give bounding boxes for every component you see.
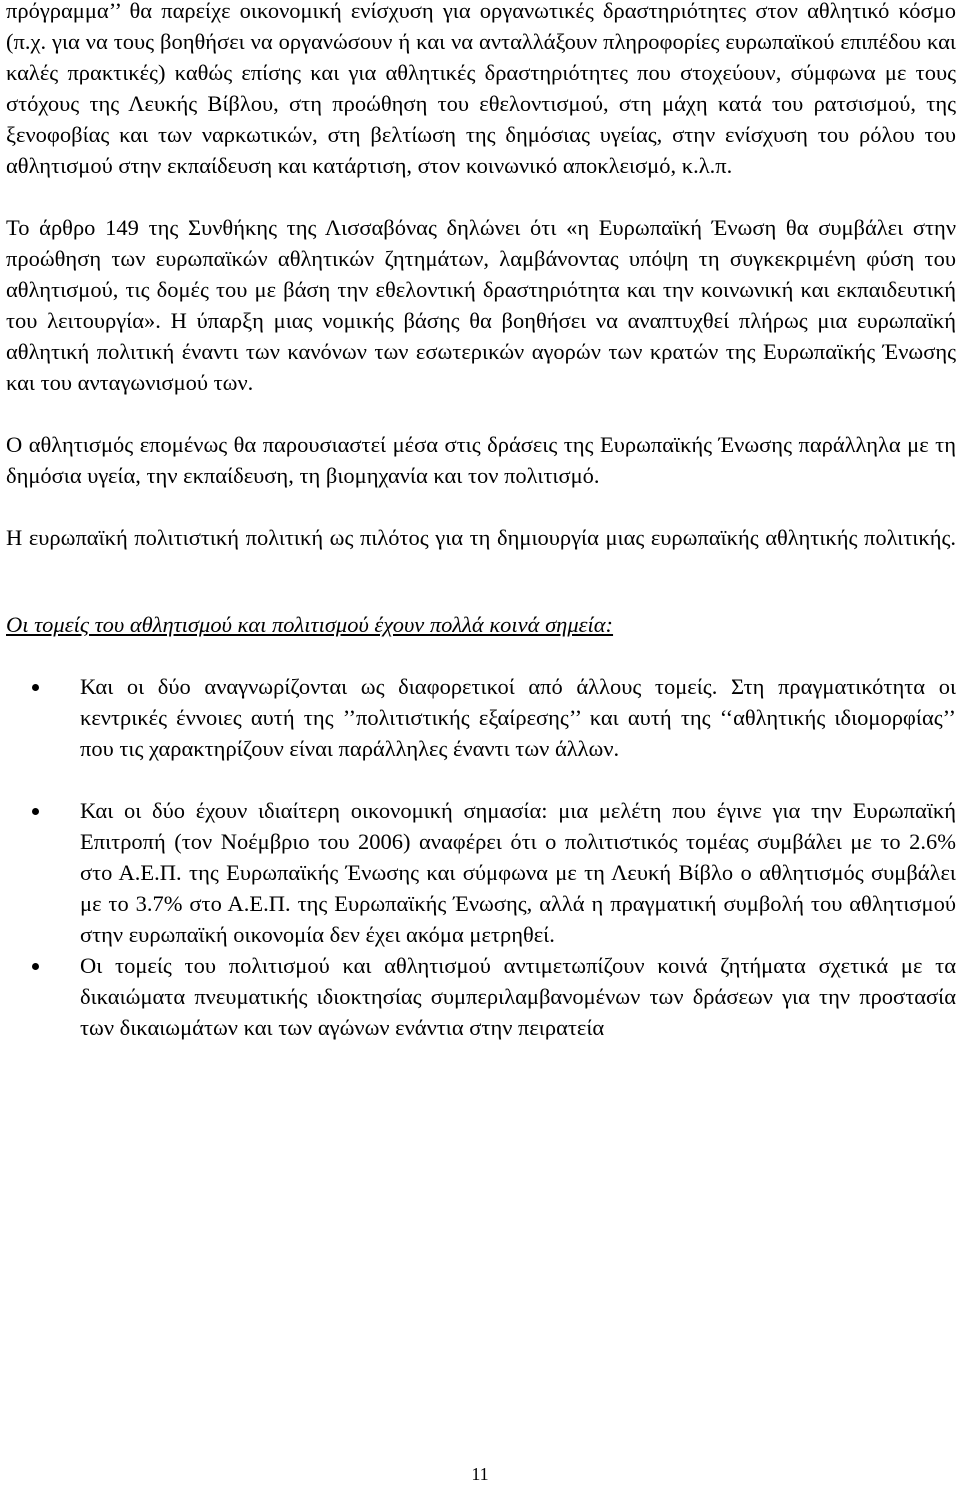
bullet-list	[6, 671, 956, 1043]
section-heading: Οι τομείς του αθλητισμού και πολιτισμού έχουν πολλά κοινά σημεία:	[6, 612, 614, 637]
list-item	[6, 671, 956, 764]
list-item	[6, 950, 956, 1043]
page-number: 11	[471, 1464, 489, 1484]
document-page	[6, 0, 956, 1043]
bullet-text: Και οι δύο έχουν ιδιαίτερη οικονομική σημασία: μια μελέτη που έγινε για την Ευρωπαϊκή Επιτροπή (τον Νοέμβριο του 2006) αναφέρει ότι ο πολιτιστικός τομέας συμβάλει με το 2.6% στο Α.Ε.Π. της Ευρωπαϊκής Ένωσης και σύμφωνα με τη Λευκή Βίβλο ο αθλητισμός συμβάλει με το 3.7% στο Α.Ε.Π. της Ευρωπαϊκής Ένωσης, αλλά η πραγματική συμβολή του αθλητισμού στην ευρωπαϊκή οικονομία δεν έχει ακόμα μετρηθεί.	[80, 798, 956, 947]
bullet-text: Και οι δύο αναγνωρίζονται ως διαφορετικοί από άλλους τομείς. Στη πραγματικότητα οι κεντρικές έννοιες αυτή της ’’πολιτιστικής εξαίρεσης’’ και αυτή της ‘‘αθλητικής ιδιομορφίας’’ που τις χαρακτηρίζουν είναι παράλληλες έναντι των άλλων.	[80, 674, 956, 761]
bullet-icon	[32, 963, 39, 970]
bullet-text: Οι τομείς του πολιτισμού και αθλητισμού αντιμετωπίζουν κοινά ζητήματα σχετικά με τα δικαιώματα πνευματικής ιδιοκτησίας συμπεριλαμβανομένων των δράσεων για την προστασία των δικαιωμάτων και των αγώνων ενάντια στην πειρατεία	[80, 953, 956, 1040]
list-item	[6, 795, 956, 950]
paragraph-3: Ο αθλητισμός επομένως θα παρουσιαστεί μέσα στις δράσεις της Ευρωπαϊκής Ένωσης παράλληλα με τη δημόσια υγεία, την εκπαίδευση, τη βιομηχανία και τον πολιτισμό.	[6, 432, 956, 488]
bullet-icon	[32, 808, 39, 815]
paragraph-4: Η ευρωπαϊκή πολιτιστική πολιτική ως πιλότος για τη δημιουργία μιας ευρωπαϊκής αθλητικής πολιτικής.	[6, 525, 956, 550]
paragraph-2: Το άρθρο 149 της Συνθήκης της Λισσαβόνας δηλώνει ότι «η Ευρωπαϊκή Ένωση θα συμβάλει στην προώθηση των ευρωπαϊκών αθλητικών ζητημάτων, λαμβάνοντας υπόψη τη συγκεκριμένη φύση του αθλητισμού, τις δομές του με βάση την εθελοντική δραστηριότητα και την κοινωνική και εκπαιδευτική του λειτουργία». Η ύπαρξη μιας νομικής βάσης θα βοηθήσει να αναπτυχθεί πλήρως μια ευρωπαϊκή αθλητική πολιτική έναντι των κανόνων των εσωτερικών αγορών των κρατών της Ευρωπαϊκής Ένωσης και του ανταγωνισμού των.	[6, 215, 956, 395]
paragraph-1: πρόγραμμα’’ θα παρείχε οικονομική ενίσχυση για οργανωτικές δραστηριότητες στον αθλητικό κόσμο (π.χ. για να τους βοηθήσει να οργανώσουν ή και να ανταλλάξουν πληροφορίες ευρωπαϊκού επιπέδου και καλές πρακτικές) καθώς επίσης και για αθλητικές δραστηριότητες που στοχεύουν, σύμφωνα με τους στόχους της Λευκής Βίβλου, στη προώθηση του εθελοντισμού, στη μάχη κατά του ρατσισμού, της ξενοφοβίας και των ναρκωτικών, στη βελτίωση της δημόσιας υγείας, στην ενίσχυση του ρόλου του αθλητισμού στην εκπαίδευση και κατάρτιση, στον κοινωνικό αποκλεισμό, κ.λ.π.	[6, 0, 956, 178]
bullet-icon	[32, 684, 39, 691]
